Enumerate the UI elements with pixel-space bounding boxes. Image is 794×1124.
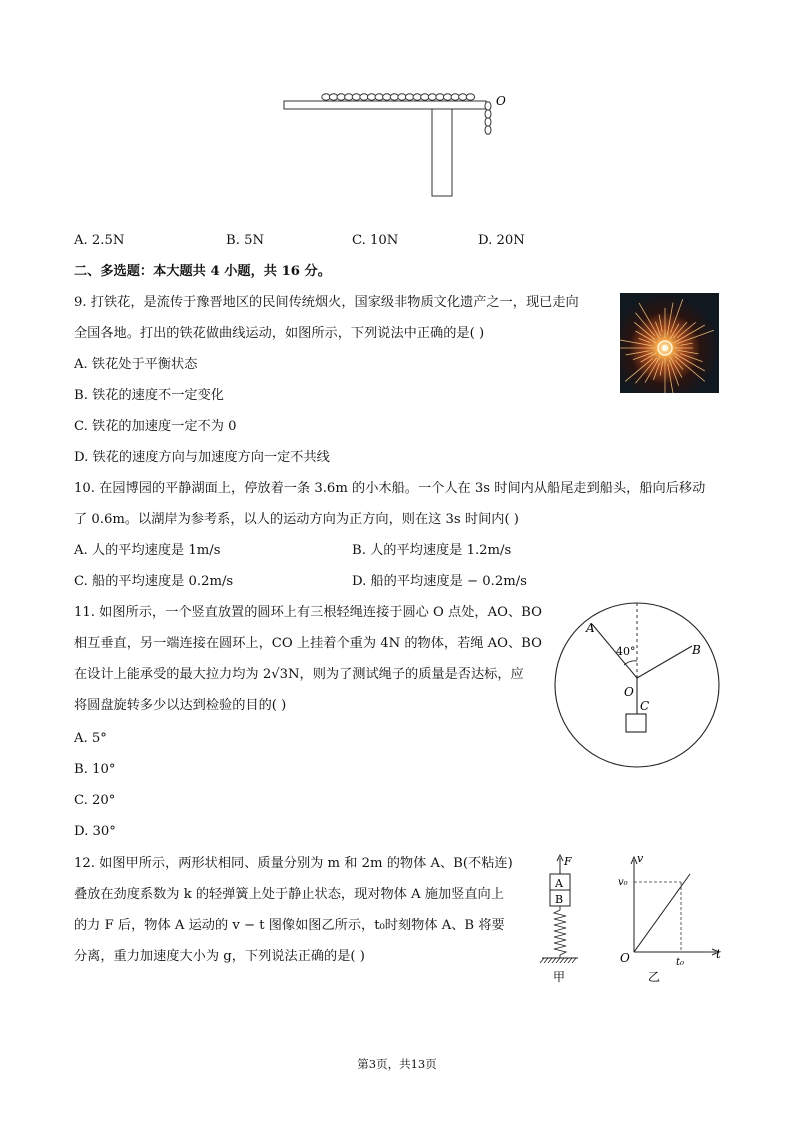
chain-link — [485, 118, 491, 127]
q10-line1: 10. 在园博园的平静湖面上，停放着一条 3.6m 的小木船。一个人在 3s 时间内从船尾走到船头，船向后移动 — [74, 481, 706, 496]
hatch-stroke — [556, 958, 560, 963]
q10-option-a: A. 人的平均速度是 1m/s — [74, 543, 221, 558]
q10-option-b: B. 人的平均速度是 1.2m/s — [352, 543, 512, 558]
point-o-label: O — [496, 94, 506, 108]
label-f: F — [564, 855, 572, 868]
q11-option-b: B. 10° — [74, 762, 116, 777]
chain-link — [466, 94, 474, 100]
ruler-chain-figure — [280, 88, 520, 200]
q9-option-c: C. 铁花的加速度一定不为 0 — [74, 419, 237, 434]
q11-line3: 在设计上能承受的最大拉力均为 2√3N，则为了测试绳子的质量是否达标，应 — [74, 667, 524, 682]
hatch-stroke — [560, 958, 564, 963]
page-footer: 第3页，共13页 — [357, 1057, 437, 1071]
label-v: v — [637, 852, 644, 865]
q8-option-b: B. 5N — [226, 233, 265, 248]
q11-line1: 11. 如图所示，一个竖直放置的圆环上有三根轻绳连接于圆心 O 点处，AO、BO — [74, 605, 542, 620]
q11-option-c: C. 20° — [74, 793, 116, 808]
hatch-stroke — [540, 958, 544, 963]
hatch-stroke — [552, 958, 556, 963]
q12-line2: 叠放在劲度系数为 k 的轻弹簧上处于静止状态，现对物体 A 施加竖直向上 — [74, 887, 504, 902]
q10-option-c: C. 船的平均速度是 0.2m/s — [74, 574, 234, 589]
ring-ropes-figure — [552, 598, 724, 773]
hatch-stroke — [548, 958, 552, 963]
q9-option-b: B. 铁花的速度不一定变化 — [74, 388, 224, 403]
label-o: O — [624, 685, 634, 699]
q10-line2: 了 0.6m。以湖岸为参考系，以人的运动方向为正方向，则在这 3s 时间内( ) — [74, 512, 519, 527]
label-b: B — [692, 643, 701, 657]
section2-title: 二、多选题：本大题共 4 小题，共 16 分。 — [74, 264, 331, 279]
label-t0: t₀ — [676, 957, 685, 968]
q11-line4: 将圆盘旋转多少以达到检验的目的( ) — [74, 698, 287, 713]
caption-yi: 乙 — [648, 970, 661, 984]
iron-flower-photo — [620, 293, 719, 393]
label-block-b: B — [555, 893, 564, 906]
chain-link — [485, 126, 491, 135]
label-origin: O — [620, 951, 630, 965]
spring-blocks-figure — [528, 852, 592, 988]
q9-option-a: A. 铁花处于平衡状态 — [74, 357, 198, 372]
q8-option-c: C. 10N — [352, 233, 399, 248]
label-c: C — [640, 699, 650, 713]
hatch-stroke — [568, 958, 572, 963]
label-block-a: A — [555, 877, 563, 890]
q8-option-d: D. 20N — [478, 233, 525, 248]
chain-link — [485, 110, 491, 119]
hatch-stroke — [572, 958, 576, 963]
q12-line3: 的力 F 后，物体 A 运动的 v − t 图像如图乙所示，t₀时刻物体 A、B 将要 — [74, 918, 505, 933]
v-t-graph — [610, 852, 725, 988]
q11-option-d: D. 30° — [74, 824, 116, 839]
hatch-stroke — [544, 958, 548, 963]
hatch-stroke — [564, 958, 568, 963]
chain-links — [322, 94, 491, 135]
q9-line2: 全国各地。打出的铁花做曲线运动，如图所示，下列说法中正确的是( ) — [74, 326, 485, 341]
label-angle: 40° — [616, 645, 636, 658]
q8-option-a: A. 2.5N — [74, 233, 125, 248]
caption-jia: 甲 — [553, 970, 566, 984]
q12-line4: 分离，重力加速度大小为 g，下列说法正确的是( ) — [74, 949, 365, 964]
ground-hatch — [540, 958, 576, 963]
q9-line1: 9. 打铁花，是流传于豫晋地区的民间传统烟火，国家级非物质文化遗产之一，现已走向 — [74, 295, 579, 310]
q11-option-a: A. 5° — [74, 731, 107, 746]
label-v0: v₀ — [618, 877, 628, 888]
q9-option-d: D. 铁花的速度方向与加速度方向一定不共线 — [74, 450, 330, 465]
q12-line1: 12. 如图甲所示，两形状相同、质量分别为 m 和 2m 的物体 A、B(不粘连) — [74, 856, 513, 871]
q10-option-d: D. 船的平均速度是 − 0.2m/s — [352, 574, 527, 589]
chain-link — [485, 102, 491, 111]
label-a: A — [586, 621, 595, 635]
label-t: t — [716, 947, 721, 961]
q11-line2: 相互垂直，另一端连接在圆环上，CO 上挂着个重为 4N 的物体，若绳 AO、BO — [74, 636, 542, 651]
